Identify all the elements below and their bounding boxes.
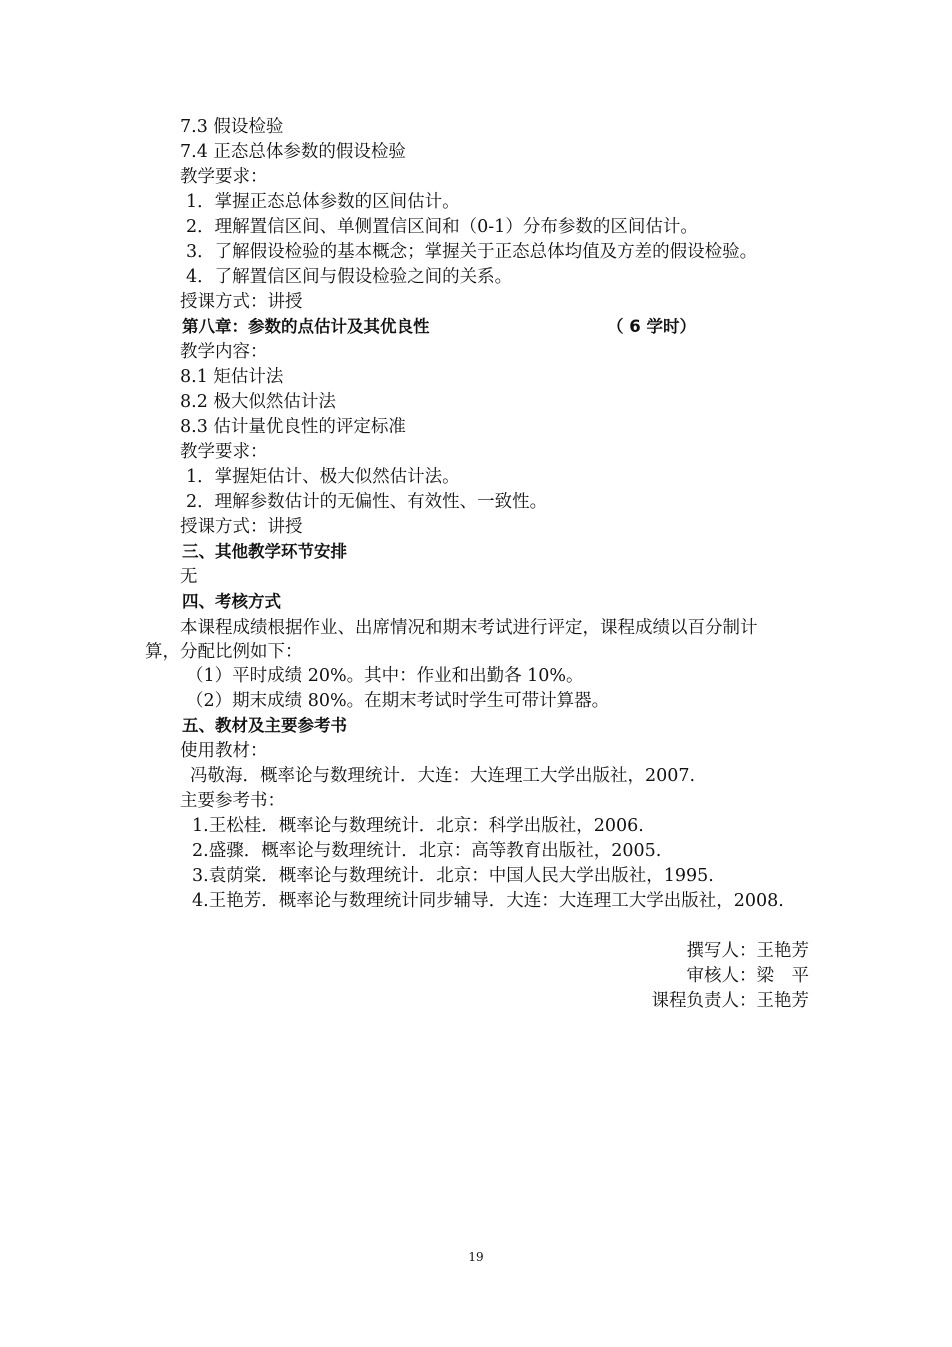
ch8-teaching-method: 授课方式：讲授	[180, 517, 303, 537]
reference-4: 4.王艳芳．概率论与数理统计同步辅导．大连：大连理工大学出版社，2008.	[192, 891, 784, 911]
signature-reviewer: 审核人：梁 平	[686, 966, 809, 986]
ch8-requirement-1: 1．掌握矩估计、极大似然估计法。	[186, 467, 460, 487]
section-8-1: 8.1 矩估计法	[180, 367, 284, 387]
assessment-paragraph-line-1: 本课程成绩根据作业、出席情况和期末考试进行评定，课程成绩以百分制计	[180, 618, 758, 638]
section-7-3: 7.3 假设检验	[180, 117, 284, 137]
signature-course-lead: 课程负责人：王艳芳	[651, 991, 809, 1011]
reference-1: 1.王松桂．概率论与数理统计．北京：科学出版社，2006.	[192, 816, 644, 836]
section-5-title: 五、教材及主要参考书	[182, 716, 347, 735]
section-7-4: 7.4 正态总体参数的假设检验	[180, 142, 406, 162]
chapter-8-hours: （ 6 学时）	[607, 317, 696, 336]
chapter-8-title: 第八章：参数的点估计及其优良性	[182, 317, 430, 336]
signature-author: 撰写人：王艳芳	[686, 941, 809, 961]
section-8-2: 8.2 极大似然估计法	[180, 392, 336, 412]
section-8-3: 8.3 估计量优良性的评定标准	[180, 417, 406, 437]
ch8-requirement-2: 2．理解参数估计的无偏性、有效性、一致性。	[186, 492, 548, 512]
assessment-item-1: （1）平时成绩 20%。其中：作业和出勤各 10%。	[186, 666, 584, 686]
ch7-requirement-2: 2．理解置信区间、单侧置信区间和（0-1）分布参数的区间估计。	[186, 217, 698, 237]
section-4-title: 四、考核方式	[182, 592, 281, 611]
page-number: 19	[468, 1250, 484, 1264]
ch7-requirement-3: 3．了解假设检验的基本概念；掌握关于正态总体均值及方差的假设检验。	[186, 242, 758, 262]
ch7-requirement-1: 1．掌握正态总体参数的区间估计。	[186, 192, 460, 212]
ch8-content-label: 教学内容：	[180, 342, 268, 362]
assessment-item-2: （2）期末成绩 80%。在期末考试时学生可带计算器。	[186, 691, 610, 711]
ch7-requirements-label: 教学要求：	[180, 167, 268, 187]
assessment-paragraph-line-2: 算，分配比例如下：	[145, 642, 303, 662]
section-3-body: 无	[180, 567, 198, 587]
reference-2: 2.盛骤．概率论与数理统计．北京：高等教育出版社，2005.	[192, 841, 662, 861]
references-label: 主要参考书：	[180, 791, 285, 811]
ch8-requirements-label: 教学要求：	[180, 442, 268, 462]
section-3-title: 三、其他教学环节安排	[182, 542, 347, 561]
textbook-label: 使用教材：	[180, 741, 268, 761]
reference-3: 3.袁荫棠．概率论与数理统计．北京：中国人民大学出版社，1995.	[192, 866, 714, 886]
textbook-entry: 冯敬海．概率论与数理统计．大连：大连理工大学出版社，2007.	[190, 766, 696, 786]
ch7-requirement-4: 4．了解置信区间与假设检验之间的关系。	[186, 267, 513, 287]
ch7-teaching-method: 授课方式：讲授	[180, 292, 303, 312]
